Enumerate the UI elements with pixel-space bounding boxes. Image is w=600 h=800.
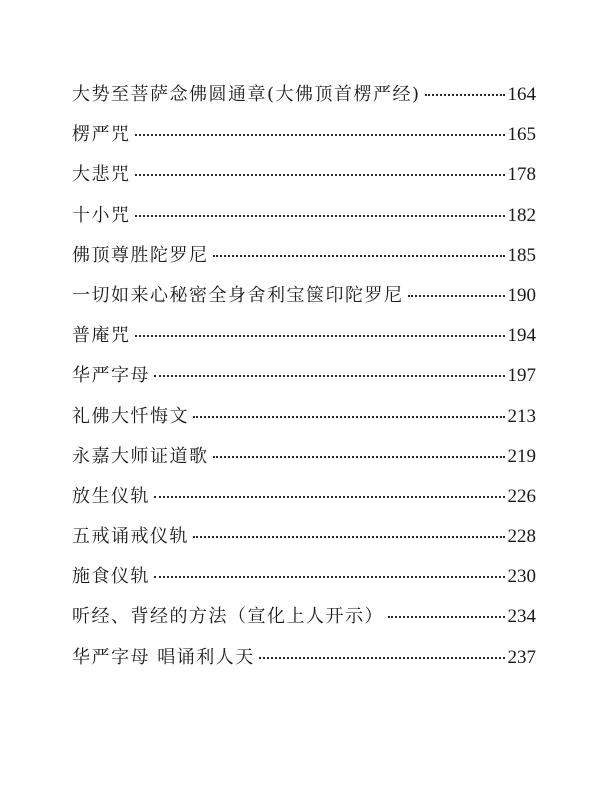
toc-entry-title: 华严字母 [72, 365, 150, 387]
toc-entry-title: 听经、背经的方法（宣化上人开示） [72, 606, 384, 628]
toc-entry-page: 226 [507, 485, 536, 507]
toc-entry-title: 一切如来心秘密全身舍利宝箧印陀罗尼 [72, 284, 404, 306]
toc-entry-title: 大势至菩萨念佛圆通章(大佛顶首楞严经) [72, 84, 421, 105]
toc-entry-title: 普庵咒 [72, 325, 131, 347]
toc-entry-title: 大悲咒 [72, 164, 131, 186]
dot-leader [259, 657, 505, 659]
toc-entry-page: 237 [507, 646, 536, 668]
toc-entry-title: 施食仪轨 [72, 566, 150, 588]
toc-entry[interactable] [72, 80, 536, 120]
toc-entry-page: 219 [507, 445, 536, 467]
dot-leader [193, 536, 505, 538]
toc-entry-page: 185 [507, 244, 536, 266]
toc-entry-title: 礼佛大忏悔文 [72, 405, 189, 427]
toc-entry[interactable] [72, 442, 536, 482]
toc-entry-page: 194 [507, 325, 536, 347]
toc-entry-page: 230 [507, 566, 536, 588]
dot-leader [154, 496, 505, 498]
toc-entry[interactable] [72, 482, 536, 522]
dot-leader [213, 255, 505, 257]
toc-entry-page: 164 [507, 84, 536, 105]
dot-leader [135, 174, 505, 176]
toc-entry[interactable] [72, 361, 536, 401]
toc-entry[interactable] [72, 281, 536, 321]
toc-entry-page: 213 [507, 405, 536, 427]
dot-leader [154, 375, 505, 377]
toc-entry-page: 228 [507, 526, 536, 548]
dot-leader [135, 335, 505, 337]
toc-entry[interactable] [72, 321, 536, 361]
toc-entry[interactable] [72, 201, 536, 241]
dot-leader [408, 295, 505, 297]
toc-entry[interactable] [72, 562, 536, 602]
toc-entry-page: 178 [507, 164, 536, 186]
dot-leader [135, 215, 505, 217]
toc-entry-page: 234 [507, 606, 536, 628]
dot-leader [154, 576, 505, 578]
toc-entry-page: 165 [507, 124, 536, 146]
dot-leader [388, 616, 505, 618]
toc-entry[interactable] [72, 160, 536, 200]
dot-leader [193, 416, 505, 418]
toc-entry-page: 197 [507, 365, 536, 387]
dot-leader [425, 94, 505, 96]
toc-entry-title: 放生仪轨 [72, 485, 150, 507]
toc-entry-title: 永嘉大师证道歌 [72, 445, 209, 467]
dot-leader [135, 134, 505, 136]
toc-entry-title: 华严字母 唱诵利人天 [72, 646, 255, 668]
toc-entry[interactable] [72, 522, 536, 562]
toc-entry[interactable] [72, 602, 536, 642]
toc-entry-title: 十小咒 [72, 204, 131, 226]
toc-entry-title: 楞严咒 [72, 124, 131, 146]
table-of-contents [72, 80, 536, 683]
toc-entry-title: 五戒诵戒仪轨 [72, 526, 189, 548]
toc-entry[interactable] [72, 120, 536, 160]
toc-entry[interactable] [72, 643, 536, 683]
toc-entry-title: 佛顶尊胜陀罗尼 [72, 244, 209, 266]
toc-entry-page: 182 [507, 204, 536, 226]
toc-entry-page: 190 [507, 284, 536, 306]
toc-entry[interactable] [72, 402, 536, 442]
toc-entry[interactable] [72, 241, 536, 281]
dot-leader [213, 456, 505, 458]
